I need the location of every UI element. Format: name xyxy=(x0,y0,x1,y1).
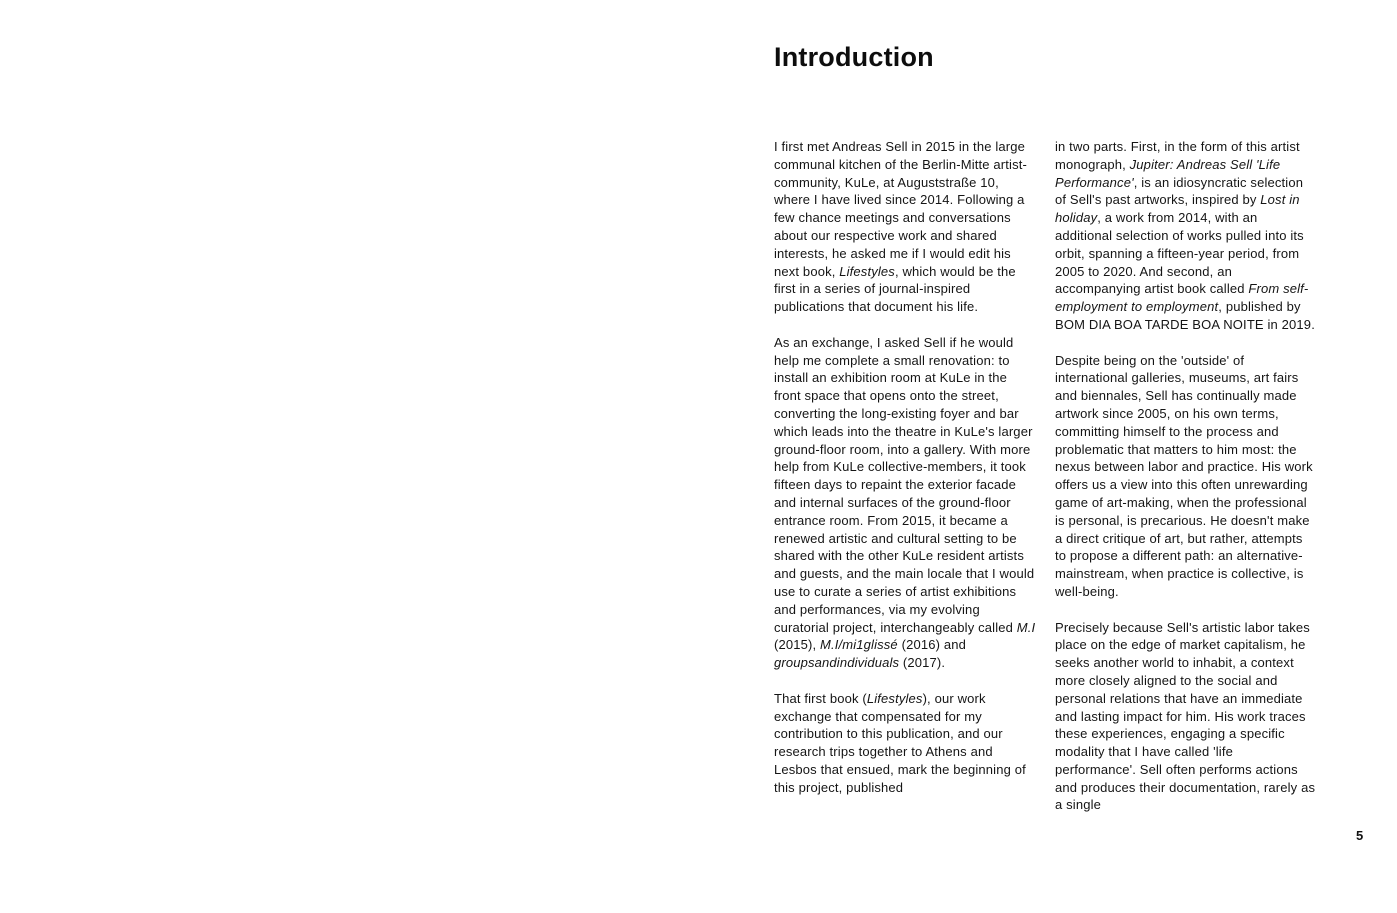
page-title: Introduction xyxy=(774,42,934,72)
paragraph-4: in two parts. First, in the form of this artist monograph, Jupiter: Andreas Sell 'Life Performance', is an idiosyncratic selection of Sell's past artworks, inspired by Lost in holiday, a work from 2014, with an additional selection of works pulled into its orbit, spanning a fifteen-year period, from 2005 to 2020. And second, an accompanying artist book called From self-employment to employment, published by BOM DIA BOA TARDE BOA NOITE in 2019. xyxy=(1055,139,1315,332)
paragraph-3: That first book (Lifestyles), our work exchange that compensated for my contribution to this publication, and our research trips together to Athens and Lesbos that ensued, mark the beginning of this project, published xyxy=(774,690,1026,795)
page-number: 5 xyxy=(1356,828,1364,843)
text-column-2 xyxy=(1055,138,1317,814)
paragraph-5: Despite being on the 'outside' of international galleries, museums, art fairs and biennales, Sell has continually made artwork since 2005, on his own terms, committing himself to the process and problematic that matters to him most: the nexus between labor and practice. His work offers us a view into this often unrewarding game of art-making, when the professional is personal, is precarious. He doesn't make a direct critique of art, but rather, attempts to propose a different path: an alternative-mainstream, when practice is collective, is well-being. xyxy=(1055,352,1313,599)
paragraph-1: I first met Andreas Sell in 2015 in the large communal kitchen of the Berlin-Mitte artist-community, KuLe, at Auguststraße 10, where I have lived since 2014. Following a few chance meetings and conversations about our respective work and shared interests, he asked me if I would edit his next book, Lifestyles, which would be the first in a series of journal-inspired publications that document his life. xyxy=(774,139,1027,315)
paragraph-6: Precisely because Sell's artistic labor takes place on the edge of market capitalism, he seeks another world to inhabit, a context more closely aligned to the social and personal relations that have an immediate and lasting impact for him. His work traces these experiences, engaging a specific modality that I have called 'life performance'. Sell often performs actions and produces their documentation, rarely as a single xyxy=(1055,619,1316,813)
left-page-blank xyxy=(0,0,698,913)
paragraph-2: As an exchange, I asked Sell if he would help me complete a small renovation: to install an exhibition room at KuLe in the front space that opens onto the street, converting the long-existing foyer and bar which leads into the theatre in KuLe's larger ground-floor room, into a gallery. With more help from KuLe collective-members, it took fifteen days to repaint the exterior facade and internal surfaces of the ground-floor entrance room. From 2015, it became a renewed artistic and cultural setting to be shared with the other KuLe resident artists and guests, and the main locale that I would use to curate a series of artist exhibitions and performances, via my evolving curatorial project, interchangeably called M.I (2015), M.I/mi1glissé (2016) and groupsandindividuals (2017). xyxy=(774,334,1036,671)
right-page xyxy=(698,0,1397,913)
text-column-1 xyxy=(774,138,1036,796)
